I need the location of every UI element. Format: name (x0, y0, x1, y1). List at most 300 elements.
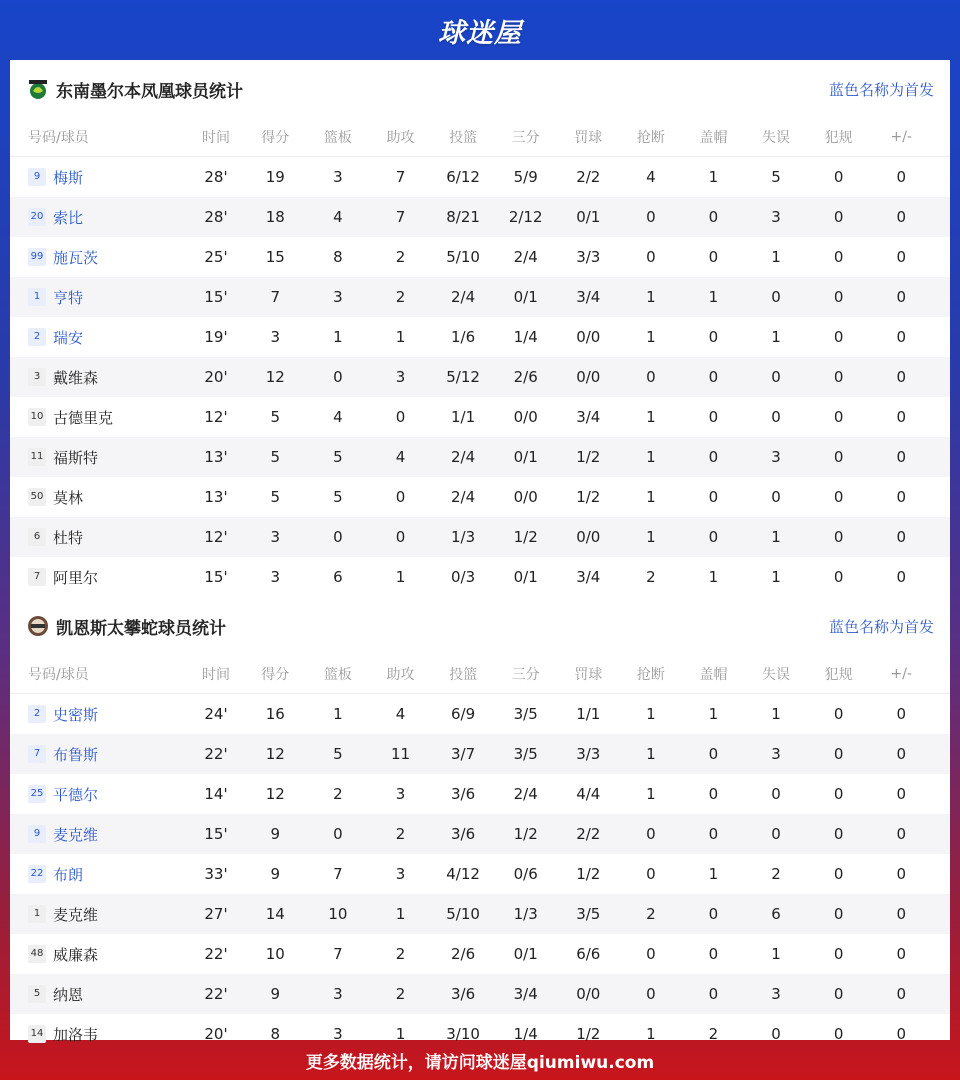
stat-cell: 1 (333, 328, 343, 346)
stat-cell: 0 (708, 368, 719, 386)
stat-cell: 0 (833, 368, 844, 386)
jersey-number-badge: 6 (28, 528, 46, 546)
stat-cell: 0 (896, 208, 906, 226)
stat-cell: 14' (204, 785, 228, 803)
stat-cell: 0 (833, 825, 844, 843)
stat-cell: 0 (896, 825, 906, 843)
stat-cell: 0 (833, 208, 844, 226)
stat-cell: 5/10 (446, 248, 480, 266)
stat-cell: 3 (333, 168, 343, 186)
stat-cell: 2/4 (513, 248, 538, 266)
stat-cell: 1 (771, 528, 781, 546)
player-row[interactable] (10, 197, 950, 237)
stat-cell: 0 (896, 168, 906, 186)
stat-cell: 7 (270, 288, 281, 306)
stat-cell: 1 (708, 288, 719, 306)
stat-cell: 20' (204, 1025, 228, 1043)
player-cell (10, 407, 188, 428)
jersey-number-badge: 3 (28, 368, 46, 386)
stat-cell: 0 (708, 328, 719, 346)
stat-cell: 0 (708, 825, 719, 843)
stat-cell: 2/6 (451, 945, 476, 963)
stat-cell: 7 (395, 168, 406, 186)
stat-cell: 0 (708, 745, 719, 763)
stat-cell: 3/4 (576, 408, 601, 426)
player-cell (10, 864, 188, 885)
stat-cell: 20' (204, 368, 228, 386)
stat-cell: 5/9 (513, 168, 538, 186)
column-header: 犯规 (824, 667, 853, 683)
stat-cell: 8 (333, 248, 343, 266)
stat-cell: 12 (265, 785, 285, 803)
player-row[interactable] (10, 157, 950, 197)
stat-cell: 0/0 (576, 528, 601, 546)
stat-cell: 2 (395, 825, 406, 843)
stats-panel (10, 60, 950, 1044)
column-header: 投篮 (449, 667, 478, 683)
jersey-number-badge: 50 (28, 488, 46, 506)
stat-cell: 1 (708, 865, 719, 883)
player-row[interactable] (10, 814, 950, 854)
column-header: 助攻 (386, 130, 415, 146)
stat-cell: 1/2 (576, 1025, 601, 1043)
stat-cell: 0 (896, 745, 906, 763)
stat-cell: 0/1 (513, 448, 538, 466)
stat-cell: 7 (333, 865, 343, 883)
stat-cell: 13' (204, 448, 228, 466)
stat-cell: 7 (333, 945, 343, 963)
stat-cell: 1 (646, 448, 656, 466)
stat-cell: 1 (708, 705, 719, 723)
column-header: 罚球 (574, 130, 603, 146)
stat-cell: 0 (833, 905, 844, 923)
stat-cell: 0 (771, 368, 781, 386)
stat-cell: 3/3 (576, 745, 601, 763)
stat-cell: 9 (270, 985, 281, 1003)
stat-cell: 19' (204, 328, 228, 346)
stat-cell: 0 (833, 1025, 844, 1043)
stat-cell: 22' (204, 945, 228, 963)
stat-cell: 0/1 (513, 288, 538, 306)
stat-cell: 0 (833, 168, 844, 186)
stat-cell: 0 (896, 368, 906, 386)
player-cell (10, 784, 188, 805)
team-section (10, 60, 950, 597)
stat-cell: 0/0 (513, 408, 538, 426)
stat-cell: 3 (771, 208, 781, 226)
stat-cell: 0 (896, 448, 906, 466)
player-cell (10, 704, 188, 725)
stat-cell: 3/6 (451, 825, 476, 843)
stat-cell: 0 (646, 985, 656, 1003)
jersey-number-badge: 10 (28, 408, 46, 426)
stat-cell: 0 (708, 985, 719, 1003)
stat-cell: 0 (833, 488, 844, 506)
stat-cell: 0 (896, 528, 906, 546)
stat-cell: 3/3 (576, 248, 601, 266)
stat-cell: 3 (333, 1025, 343, 1043)
stat-cell: 0 (896, 785, 906, 803)
stat-cell: 0 (646, 368, 656, 386)
stat-cell: 5 (333, 745, 343, 763)
stat-cell: 1/1 (451, 408, 476, 426)
stat-cell: 2/4 (513, 785, 538, 803)
stat-cell: 2/4 (451, 488, 476, 506)
stat-cell: 1 (646, 745, 656, 763)
player-cell (10, 527, 188, 548)
jersey-number-badge: 20 (28, 208, 46, 226)
stat-cell: 0 (896, 328, 906, 346)
stat-cell: 5/10 (446, 905, 480, 923)
player-row[interactable] (10, 934, 950, 974)
stat-cell: 2/2 (576, 168, 601, 186)
stat-cell: 1 (708, 168, 719, 186)
player-name[interactable]: 麦克维 (53, 905, 99, 924)
stat-cell: 0 (708, 248, 719, 266)
player-row[interactable] (10, 517, 950, 557)
stat-cell: 0 (395, 528, 406, 546)
column-header: 盖帽 (699, 667, 728, 683)
stat-cell: 1 (333, 705, 343, 723)
stat-cell: 0 (771, 825, 781, 843)
stat-cell: 4 (333, 208, 343, 226)
jersey-number-badge: 1 (28, 905, 46, 923)
stat-cell: 0 (646, 945, 656, 963)
player-name[interactable]: 布鲁斯 (53, 745, 99, 764)
player-row[interactable] (10, 277, 950, 317)
stat-cell: 9 (270, 865, 281, 883)
column-header: 三分 (511, 130, 540, 146)
stat-cell: 0 (771, 785, 781, 803)
stat-cell: 1/2 (513, 825, 538, 843)
jersey-number-badge: 9 (28, 825, 46, 843)
stat-cell: 5 (270, 488, 281, 506)
stat-cell: 1 (771, 705, 781, 723)
stat-cell: 0/1 (513, 945, 538, 963)
player-name[interactable]: 梅斯 (53, 168, 84, 187)
player-name[interactable]: 福斯特 (53, 448, 99, 467)
player-name[interactable]: 阿里尔 (53, 568, 99, 587)
player-name[interactable]: 施瓦茨 (53, 248, 99, 267)
jersey-number-badge: 99 (28, 248, 46, 266)
player-name[interactable]: 瑞安 (53, 328, 84, 347)
player-cell (10, 287, 188, 308)
stat-cell: 0 (708, 488, 719, 506)
stat-cell: 0 (833, 865, 844, 883)
stat-cell: 1/6 (451, 328, 476, 346)
stat-cell: 0 (896, 905, 906, 923)
player-name[interactable]: 威廉森 (53, 945, 99, 964)
stat-cell: 28' (204, 168, 228, 186)
stat-cell: 3/6 (451, 985, 476, 1003)
footer-link-text[interactable]: 更多数据统计，请访问球迷屋qiumiwu.com (305, 1052, 655, 1073)
stat-cell: 18 (265, 208, 285, 226)
player-cell (10, 367, 188, 388)
stat-cell: 3 (333, 985, 343, 1003)
column-header: 罚球 (574, 667, 603, 683)
player-cell (10, 487, 188, 508)
stat-cell: 3/5 (513, 745, 538, 763)
player-name[interactable]: 纳恩 (53, 985, 84, 1004)
stat-cell: 3/7 (451, 745, 476, 763)
stat-cell: 0 (833, 448, 844, 466)
stat-cell: 0 (896, 705, 906, 723)
stat-cell: 0 (833, 745, 844, 763)
stat-cell: 0 (833, 288, 844, 306)
player-row[interactable] (10, 477, 950, 517)
player-name[interactable]: 史密斯 (53, 705, 99, 724)
stat-cell: 12 (265, 368, 285, 386)
stat-cell: 0 (708, 208, 719, 226)
stat-cell: 1 (708, 568, 719, 586)
stat-cell: 2 (395, 248, 406, 266)
footer-banner[interactable] (0, 1040, 960, 1080)
player-name[interactable]: 布朗 (53, 865, 84, 884)
stat-cell: 15' (204, 825, 228, 843)
stat-cell: 0 (896, 1025, 906, 1043)
player-cell (10, 744, 188, 765)
player-cell (10, 167, 188, 188)
player-name[interactable]: 古德里克 (53, 408, 114, 427)
stat-cell: 15 (265, 248, 285, 266)
player-row[interactable] (10, 854, 950, 894)
stat-cell: 0 (646, 825, 656, 843)
team-header (10, 60, 950, 118)
stat-cell: 0/3 (451, 568, 476, 586)
stat-cell: 1 (646, 328, 656, 346)
jersey-number-badge: 7 (28, 745, 46, 763)
stat-cell: 0 (833, 785, 844, 803)
stat-cell: 0 (896, 985, 906, 1003)
table-header-row (10, 118, 950, 157)
column-header: 篮板 (323, 130, 352, 146)
stat-cell: 0 (395, 408, 406, 426)
stat-cell: 1 (646, 785, 656, 803)
stat-cell: 2 (395, 288, 406, 306)
stat-cell: 0 (896, 408, 906, 426)
player-row[interactable] (10, 774, 950, 814)
stat-cell: 3/5 (513, 705, 538, 723)
stat-cell: 2 (395, 945, 406, 963)
jersey-number-badge: 5 (28, 985, 46, 1003)
team-section (10, 597, 950, 1054)
stat-cell: 4 (395, 705, 406, 723)
player-cell (10, 567, 188, 588)
stat-cell: 12' (204, 408, 228, 426)
column-header: 得分 (261, 130, 290, 146)
stat-cell: 15' (204, 288, 228, 306)
stat-cell: 3 (771, 448, 781, 466)
stat-cell: 3 (270, 328, 281, 346)
stat-cell: 0 (708, 945, 719, 963)
stat-cell: 1 (395, 905, 406, 923)
stat-cell: 3 (333, 288, 343, 306)
stat-cell: 0 (771, 288, 781, 306)
team-header (10, 597, 950, 655)
player-row[interactable] (10, 894, 950, 934)
stat-cell: 2/2 (576, 825, 601, 843)
column-header: 抢断 (636, 667, 665, 683)
stat-cell: 1 (771, 248, 781, 266)
stat-cell: 0/0 (576, 328, 601, 346)
player-cell (10, 247, 188, 268)
stat-cell: 0 (333, 528, 343, 546)
column-header: 篮板 (323, 667, 352, 683)
column-header: +/- (890, 666, 912, 682)
stat-cell: 22' (204, 745, 228, 763)
stat-cell: 6 (333, 568, 343, 586)
stat-cell: 33' (204, 865, 228, 883)
stat-cell: 0 (896, 865, 906, 883)
player-row[interactable] (10, 974, 950, 1014)
stat-cell: 1 (646, 705, 656, 723)
stat-cell: 3 (395, 368, 406, 386)
stat-cell: 0 (708, 905, 719, 923)
stat-cell: 2/4 (451, 448, 476, 466)
stat-cell: 4/4 (576, 785, 601, 803)
stat-cell: 1/4 (513, 328, 538, 346)
stat-cell: 0/1 (576, 208, 601, 226)
stat-cell: 6 (771, 905, 781, 923)
starter-legend-note: 蓝色名称为首发 (828, 80, 934, 99)
stat-cell: 2/6 (513, 368, 538, 386)
stat-cell: 25' (204, 248, 228, 266)
player-row[interactable] (10, 237, 950, 277)
jersey-number-badge: 2 (28, 705, 46, 723)
stat-cell: 0 (708, 448, 719, 466)
jersey-number-badge: 11 (28, 448, 46, 466)
player-row[interactable] (10, 437, 950, 477)
player-cell (10, 944, 188, 965)
stat-cell: 0 (833, 248, 844, 266)
stat-cell: 1 (771, 945, 781, 963)
player-name[interactable]: 莫林 (53, 488, 84, 507)
stat-cell: 14 (265, 905, 285, 923)
stat-cell: 12' (204, 528, 228, 546)
player-name[interactable]: 加洛韦 (53, 1025, 99, 1044)
stat-cell: 7 (395, 208, 406, 226)
column-header: 失误 (762, 130, 791, 146)
stat-cell: 3 (395, 865, 406, 883)
stat-cell: 0/0 (576, 985, 601, 1003)
player-cell (10, 984, 188, 1005)
stat-cell: 0 (708, 785, 719, 803)
stat-cell: 0 (896, 488, 906, 506)
stat-cell: 0/1 (513, 568, 538, 586)
stat-cell: 15' (204, 568, 228, 586)
stat-cell: 22' (204, 985, 228, 1003)
stat-cell: 2 (333, 785, 343, 803)
stat-cell: 1 (771, 328, 781, 346)
stat-cell: 0 (896, 945, 906, 963)
starter-legend-note: 蓝色名称为首发 (828, 617, 934, 636)
player-row[interactable] (10, 397, 950, 437)
jersey-number-badge: 1 (28, 288, 46, 306)
column-header: 抢断 (636, 130, 665, 146)
column-header: 三分 (511, 667, 540, 683)
stat-cell: 3 (270, 568, 281, 586)
jersey-number-badge: 2 (28, 328, 46, 346)
stat-cell: 3/10 (446, 1025, 480, 1043)
stat-cell: 1 (646, 288, 656, 306)
player-name[interactable]: 索比 (53, 208, 84, 227)
stat-cell: 4 (395, 448, 406, 466)
player-cell (10, 207, 188, 228)
stat-cell: 3/4 (513, 985, 538, 1003)
player-row[interactable] (10, 317, 950, 357)
stat-cell: 3/5 (576, 905, 601, 923)
column-header: 失误 (762, 667, 791, 683)
stat-cell: 0 (646, 208, 656, 226)
player-row[interactable] (10, 557, 950, 597)
stat-cell: 19 (265, 168, 285, 186)
stat-cell: 5 (270, 408, 281, 426)
player-row[interactable] (10, 357, 950, 397)
stat-cell: 10 (265, 945, 285, 963)
stat-cell: 0/6 (513, 865, 538, 883)
stat-cell: 1/3 (513, 905, 538, 923)
stat-cell: 6/6 (576, 945, 601, 963)
jersey-number-badge: 22 (28, 865, 46, 883)
stat-cell: 3/6 (451, 785, 476, 803)
stat-cell: 5/12 (446, 368, 480, 386)
stat-cell: 4/12 (446, 865, 480, 883)
stat-cell: 9 (270, 825, 281, 843)
jersey-number-badge: 48 (28, 945, 46, 963)
stat-cell: 1 (395, 328, 406, 346)
stat-cell: 0 (896, 288, 906, 306)
table-header-row (10, 655, 950, 694)
stat-cell: 2 (646, 905, 656, 923)
stat-cell: 27' (204, 905, 228, 923)
column-header: 犯规 (824, 130, 853, 146)
stat-cell: 1/3 (451, 528, 476, 546)
player-name[interactable]: 戴维森 (53, 368, 99, 387)
stat-cell: 0 (833, 568, 844, 586)
stat-cell: 0 (771, 1025, 781, 1043)
stat-cell: 0 (708, 408, 719, 426)
column-header: 盖帽 (699, 130, 728, 146)
phoenix-logo-icon (26, 77, 50, 101)
stat-cell: 3 (771, 745, 781, 763)
stat-cell: 0 (833, 528, 844, 546)
stat-cell: 28' (204, 208, 228, 226)
stat-cell: 13' (204, 488, 228, 506)
player-row[interactable] (10, 694, 950, 734)
jersey-number-badge: 7 (28, 568, 46, 586)
stat-cell: 2/4 (451, 288, 476, 306)
stat-cell: 2 (771, 865, 781, 883)
stat-cell: 0 (333, 825, 343, 843)
stat-cell: 0 (771, 408, 781, 426)
stat-cell: 5 (771, 168, 781, 186)
taipans-logo-icon (26, 614, 50, 638)
stat-cell: 1 (395, 568, 406, 586)
player-cell (10, 327, 188, 348)
player-name[interactable]: 亨特 (53, 288, 84, 307)
column-header: 时间 (202, 667, 230, 683)
player-cell (10, 447, 188, 468)
player-row[interactable] (10, 734, 950, 774)
stat-cell: 1/2 (576, 448, 601, 466)
player-name[interactable]: 平德尔 (53, 785, 99, 804)
stat-cell: 0 (395, 488, 406, 506)
stat-cell: 5 (270, 448, 281, 466)
player-name[interactable]: 麦克维 (53, 825, 99, 844)
column-header: 助攻 (386, 667, 415, 683)
stat-cell: 3/4 (576, 568, 601, 586)
player-name[interactable]: 杜特 (53, 528, 84, 547)
